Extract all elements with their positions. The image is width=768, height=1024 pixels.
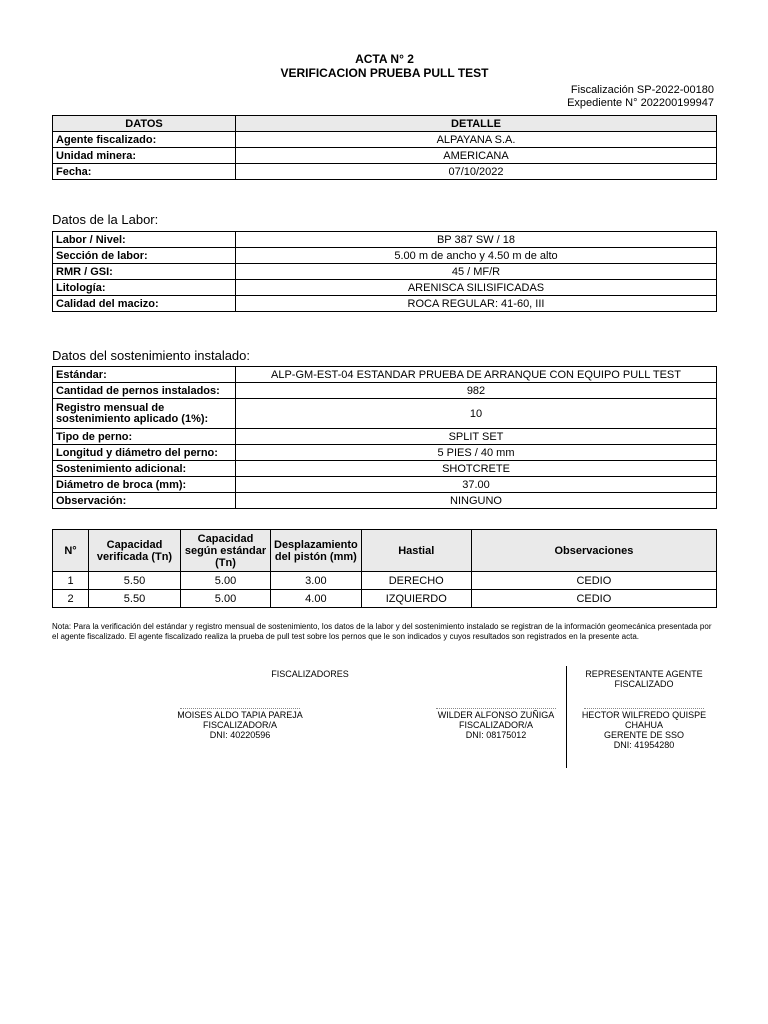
row-value: NINGUNO bbox=[236, 493, 717, 509]
signer-name: MOISES ALDO TAPIA PAREJA bbox=[177, 710, 303, 720]
document-title: ACTA N° 2 bbox=[355, 52, 414, 66]
row-value: 10 bbox=[236, 399, 717, 429]
row-label: Sección de labor: bbox=[53, 248, 236, 264]
table-row bbox=[53, 367, 717, 383]
cell: 4.00 bbox=[271, 590, 362, 608]
col-header-hastial: Hastial bbox=[361, 530, 471, 572]
sostenimiento-heading: Datos del sostenimiento instalado: bbox=[52, 348, 251, 363]
table-row bbox=[53, 280, 717, 296]
cell: 5.50 bbox=[89, 572, 181, 590]
signature-line bbox=[180, 708, 300, 709]
row-value: 982 bbox=[236, 383, 717, 399]
row-label: Tipo de perno: bbox=[53, 429, 236, 445]
cell: 5.50 bbox=[89, 590, 181, 608]
row-value: 5.00 m de ancho y 4.50 m de alto bbox=[236, 248, 717, 264]
signer-dni: DNI: 08175012 bbox=[465, 730, 527, 740]
row-label: Sostenimiento adicional: bbox=[53, 461, 236, 477]
signer-role: FISCALIZADOR/A bbox=[458, 720, 533, 730]
table-row bbox=[53, 399, 717, 429]
row-value: AMERICANA bbox=[236, 148, 717, 164]
signer-role: FISCALIZADOR/A bbox=[202, 720, 277, 730]
signer-dni: DNI: 41954280 bbox=[613, 740, 675, 750]
expediente-number: Expediente N° 202200199947 bbox=[567, 97, 714, 109]
row-value: 45 / MF/R bbox=[236, 264, 717, 280]
fiscalizacion-code: Fiscalización SP-2022-00180 bbox=[570, 84, 714, 96]
row-label: Litología: bbox=[53, 280, 236, 296]
pull-test-results-table bbox=[52, 529, 717, 608]
signer-dni: DNI: 40220596 bbox=[209, 730, 271, 740]
col-header-desplazamiento: Desplazamiento del pistón (mm) bbox=[271, 530, 362, 572]
row-value: ALPAYANA S.A. bbox=[236, 132, 717, 148]
row-value: 37.00 bbox=[236, 477, 717, 493]
row-label: Longitud y diámetro del perno: bbox=[53, 445, 236, 461]
cell: IZQUIERDO bbox=[361, 590, 471, 608]
signature-block-2 bbox=[416, 708, 576, 740]
table-row bbox=[53, 383, 717, 399]
sostenimiento-table bbox=[52, 366, 717, 509]
signer-role: GERENTE DE SSO bbox=[603, 730, 684, 740]
cell: 3.00 bbox=[271, 572, 362, 590]
datos-header: DATOS bbox=[53, 116, 236, 132]
row-value: BP 387 SW / 18 bbox=[236, 232, 717, 248]
row-label: RMR / GSI: bbox=[53, 264, 236, 280]
row-label: Cantidad de pernos instalados: bbox=[53, 383, 236, 399]
row-label: Labor / Nivel: bbox=[53, 232, 236, 248]
row-label: Fecha: bbox=[53, 164, 236, 180]
labor-table bbox=[52, 231, 717, 312]
table-row bbox=[53, 461, 717, 477]
table-row bbox=[53, 493, 717, 509]
signature-block-1 bbox=[160, 708, 320, 740]
row-label: Diámetro de broca (mm): bbox=[53, 477, 236, 493]
labor-heading: Datos de la Labor: bbox=[52, 212, 159, 227]
table-row bbox=[53, 132, 717, 148]
cell: CEDIO bbox=[471, 572, 716, 590]
table-row bbox=[53, 164, 717, 180]
table-row bbox=[53, 590, 717, 608]
representante-label bbox=[570, 669, 718, 689]
row-label: Registro mensual de sostenimiento aplicado (1%): bbox=[53, 399, 236, 429]
row-label: Unidad minera: bbox=[53, 148, 236, 164]
row-value: ARENISCA SILISIFICADAS bbox=[236, 280, 717, 296]
row-value: SHOTCRETE bbox=[236, 461, 717, 477]
col-header-numero: N° bbox=[53, 530, 89, 572]
fiscalizadores-label: FISCALIZADORES bbox=[271, 669, 349, 679]
table-row bbox=[53, 232, 717, 248]
row-label: Observación: bbox=[53, 493, 236, 509]
table-row bbox=[53, 572, 717, 590]
table-row bbox=[53, 429, 717, 445]
signer-name-line1: HECTOR WILFREDO QUISPE bbox=[581, 710, 707, 720]
cell: 5.00 bbox=[181, 590, 271, 608]
col-header-observaciones: Observaciones bbox=[471, 530, 716, 572]
signer-name-line2: CHAHUA bbox=[624, 720, 663, 730]
cell: 2 bbox=[53, 590, 89, 608]
document-subtitle: VERIFICACION PRUEBA PULL TEST bbox=[280, 66, 489, 80]
signature-line bbox=[584, 708, 704, 709]
row-value: 07/10/2022 bbox=[236, 164, 717, 180]
row-label: Agente fiscalizado: bbox=[53, 132, 236, 148]
row-value: SPLIT SET bbox=[236, 429, 717, 445]
table-row bbox=[53, 477, 717, 493]
row-label: Estándar: bbox=[53, 367, 236, 383]
note-text: Nota: Para la verificación del estándar y registro mensual de sostenimiento, los datos de la labor y del sostenimiento instalado se registran de la información geomecánica presentada por el agente fiscalizado. El agente fiscalizado realiza la prueba de pull test sobre los pernos que le son indicados y cuyos resultados son registrados en la presente acta. bbox=[52, 622, 712, 641]
signature-line bbox=[436, 708, 556, 709]
table-row bbox=[53, 148, 717, 164]
table-row bbox=[53, 248, 717, 264]
signer-name: WILDER ALFONSO ZUÑIGA bbox=[437, 710, 555, 720]
row-value: 5 PIES / 40 mm bbox=[236, 445, 717, 461]
row-label: Calidad del macizo: bbox=[53, 296, 236, 312]
table-row bbox=[53, 264, 717, 280]
representante-label-line2: FISCALIZADO bbox=[614, 679, 674, 689]
cell: DERECHO bbox=[361, 572, 471, 590]
detalle-header: DETALLE bbox=[236, 116, 717, 132]
signature-block-3 bbox=[570, 708, 718, 750]
representante-label-line1: REPRESENTANTE AGENTE bbox=[585, 669, 703, 679]
col-header-capacidad-estandar: Capacidad según estándar (Tn) bbox=[181, 530, 271, 572]
cell: CEDIO bbox=[471, 590, 716, 608]
row-value: ALP-GM-EST-04 ESTANDAR PRUEBA DE ARRANQUE CON EQUIPO PULL TEST bbox=[236, 367, 717, 383]
cell: 1 bbox=[53, 572, 89, 590]
table-row bbox=[53, 445, 717, 461]
row-value: ROCA REGULAR: 41-60, III bbox=[236, 296, 717, 312]
cell: 5.00 bbox=[181, 572, 271, 590]
table-row bbox=[53, 296, 717, 312]
col-header-capacidad-verificada: Capacidad verificada (Tn) bbox=[89, 530, 181, 572]
datos-table bbox=[52, 115, 717, 180]
